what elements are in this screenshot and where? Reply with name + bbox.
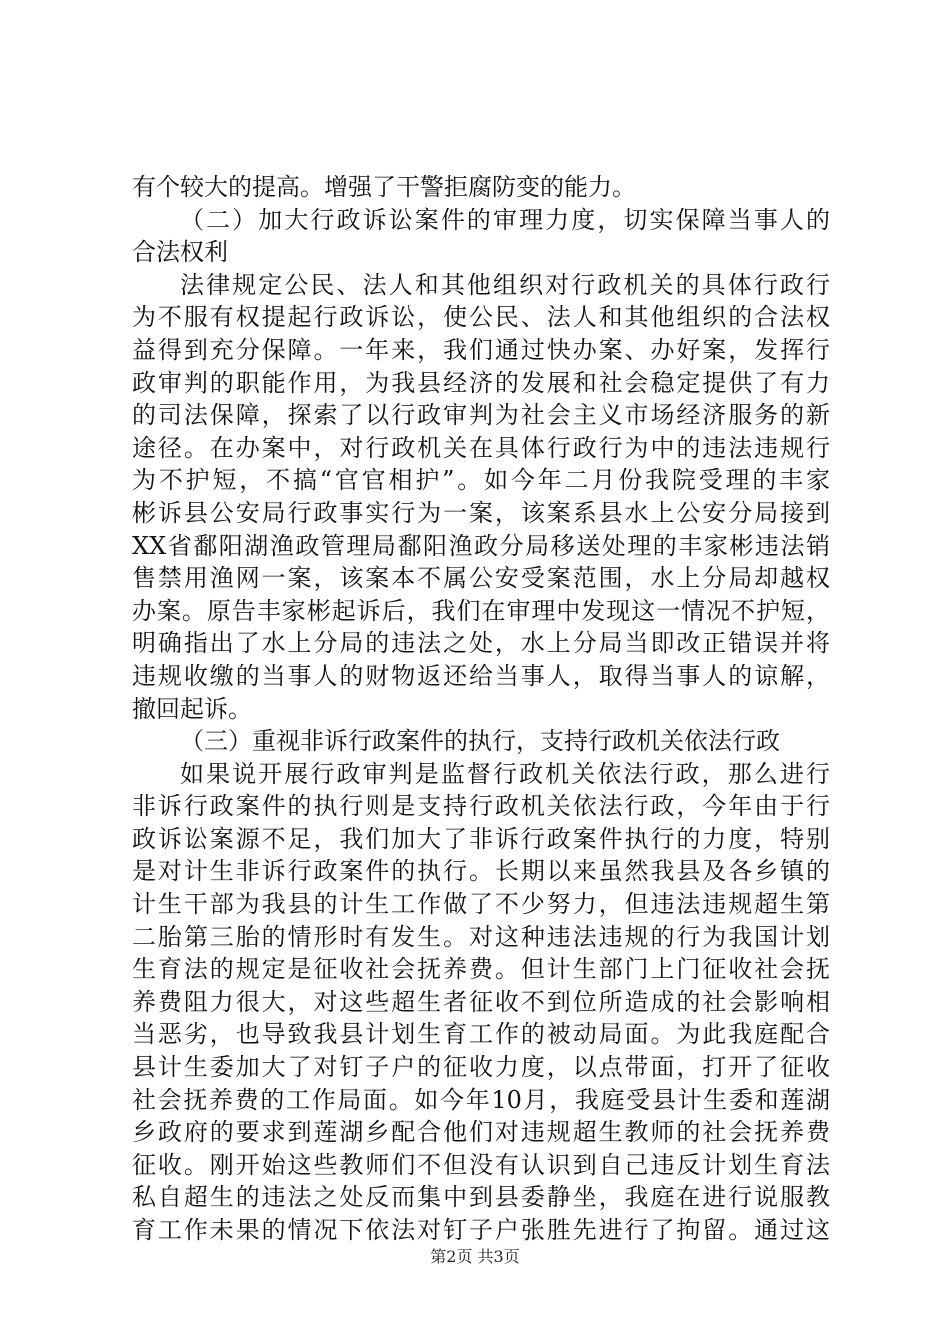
text-line: 益得到充分保障。一年来，我们通过快办案、办好案，发挥行	[132, 335, 830, 364]
text-line: 计生干部为我县的计生工作做了不少努力，但违法违规超生第	[132, 890, 830, 919]
text-line: 养费阻力很大，对这些超生者征收不到位所造成的社会影响相	[132, 987, 830, 1016]
text-line: 有个较大的提高。增强了干警拒腐防变的能力。	[132, 173, 636, 201]
text-line: 撤回起诉。	[132, 694, 252, 723]
text-line: 违规收缴的当事人的财物返还给当事人，取得当事人的谅解，	[132, 661, 830, 690]
text-line: 育工作未果的情况下依法对钉子户张胜先进行了拘留。通过这	[132, 1216, 830, 1244]
text-line: （三）重视非诉行政案件的执行，支持行政机关依法行政	[180, 727, 780, 756]
text-line: 途径。在办案中，对行政机关在具体行政行为中的违法违规行	[132, 433, 830, 462]
text-line: 为不护短，不搞“官官相护”。如今年二月份我院受理的丰家	[132, 466, 830, 495]
text-line: 县计生委加大了对钉子户的征收力度，以点带面，打开了征收	[132, 1053, 830, 1082]
text-line: 生育法的规定是征收社会抚养费。但计生部门上门征收社会抚	[132, 955, 830, 984]
text-line: 的司法保障，探索了以行政审判为社会主义市场经济服务的新	[132, 401, 830, 430]
text-line: 合法权利	[132, 238, 228, 267]
text-line: 政诉讼案源不足，我们加大了非诉行政案件执行的力度，特别	[132, 824, 830, 853]
text-line: 法律规定公民、法人和其他组织对行政机关的具体行政行	[180, 270, 830, 299]
text-line: 当恶劣，也导致我县计划生育工作的被动局面。为此我庭配合	[132, 1020, 830, 1049]
text-line: 为不服有权提起行政诉讼，使公民、法人和其他组织的合法权	[132, 303, 830, 332]
text-line: （二）加大行政诉讼案件的审理力度，切实保障当事人的	[180, 205, 830, 234]
text-line: 征收。刚开始这些教师们不但没有认识到自己违反计划生育法	[132, 1150, 830, 1179]
text-line: 社会抚养费的工作局面。如今年10月，我庭受县计生委和莲湖	[132, 1085, 830, 1114]
text-line: 二胎第三胎的情形时有发生。对这种违法违规的行为我国计划	[132, 922, 830, 951]
text-line: XX省鄱阳湖渔政管理局鄱阳渔政分局移送处理的丰家彬违法销	[132, 531, 830, 560]
text-line: 办案。原告丰家彬起诉后，我们在审理中发现这一情况不护短，	[132, 596, 830, 625]
text-line: 政审判的职能作用，为我县经济的发展和社会稳定提供了有力	[132, 368, 830, 397]
page-footer	[0, 1244, 950, 1267]
text-line: 是对计生非诉行政案件的执行。长期以来虽然我县及各乡镇的	[132, 857, 830, 886]
text-line: 非诉行政案件的执行则是支持行政机关依法行政，今年由于行	[132, 792, 830, 821]
text-line: 彬诉县公安局行政事实行为一案，该案系县水上公安分局接到	[132, 498, 830, 527]
document-body	[132, 171, 830, 1247]
text-line: 明确指出了水上分局的违法之处，水上分局当即改正错误并将	[132, 629, 830, 658]
text-line: 乡政府的要求到莲湖乡配合他们对违规超生教师的社会抚养费	[132, 1118, 830, 1147]
page-number-label: 第2页 共3页	[430, 1247, 520, 1266]
text-line: 如果说开展行政审判是监督行政机关依法行政，那么进行	[180, 759, 830, 788]
text-line: 私自超生的违法之处反而集中到县委静坐，我庭在进行说服教	[132, 1183, 830, 1212]
text-line: 售禁用渔网一案，该案本不属公安受案范围，水上分局却越权	[132, 564, 830, 593]
